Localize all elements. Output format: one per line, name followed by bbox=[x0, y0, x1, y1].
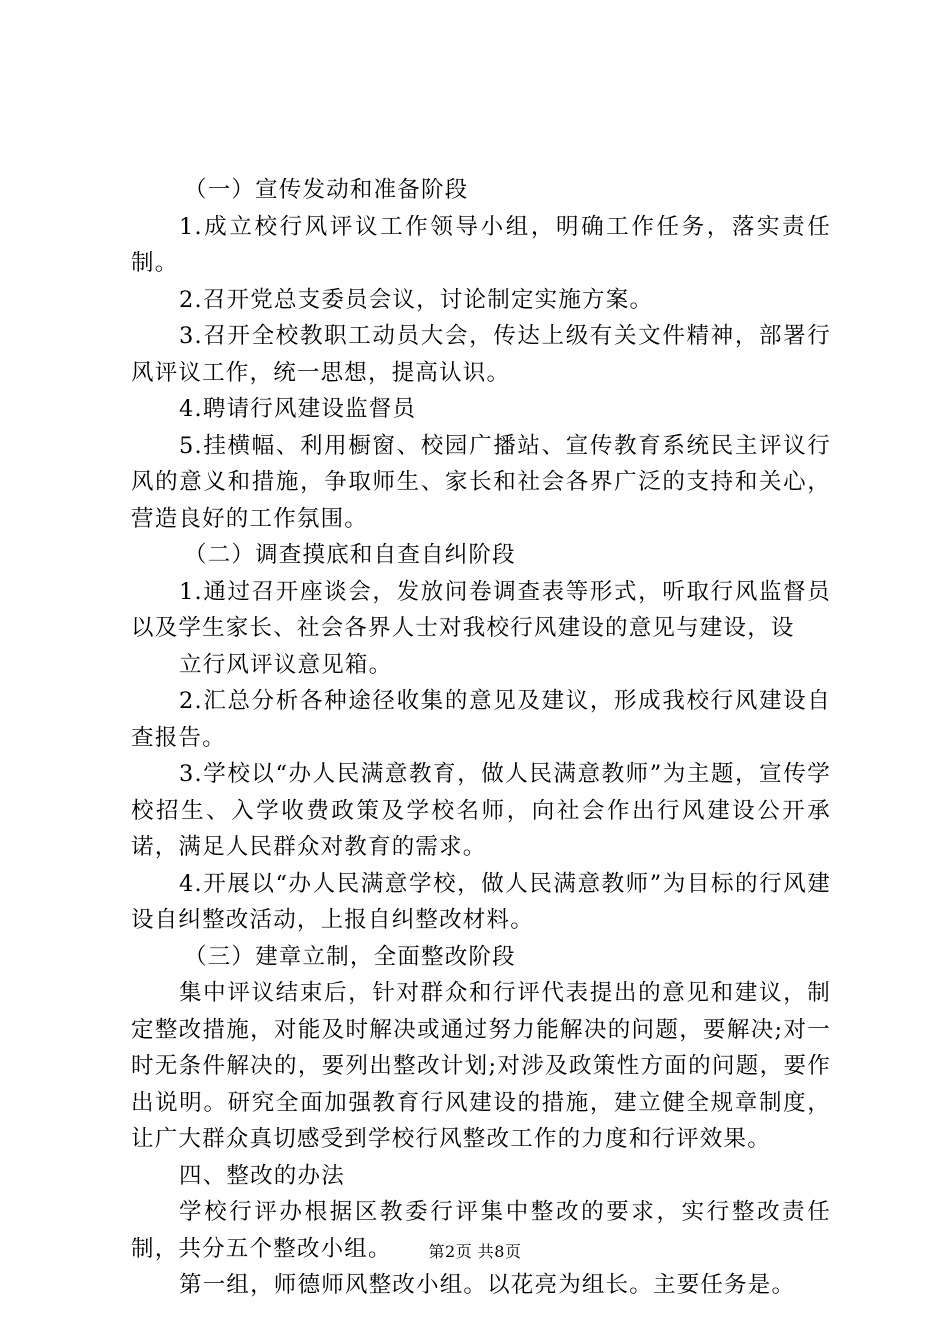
paragraph: 4.开展以“办人民满意学校，做人民满意教师”为目标的行风建设自纠整改活动，上报自纠整改材料。 bbox=[131, 870, 831, 933]
paragraph: 2.召开党总支委员会议，讨论制定实施方案。 bbox=[179, 286, 654, 313]
section-heading: 四、整改的办法 bbox=[179, 1162, 345, 1189]
page-number: 第2页 共8页 bbox=[428, 1242, 522, 1261]
section-heading: （三）建章立制，全面整改阶段 bbox=[184, 943, 516, 970]
paragraph: 4.聘请行风建设监督员 bbox=[179, 396, 417, 422]
paragraph: 1.成立校行风评议工作领导小组，明确工作任务，落实责任制。 bbox=[131, 213, 831, 276]
paragraph: 2.汇总分析各种途径收集的意见及建议，形成我校行风建设自查报告。 bbox=[131, 688, 831, 751]
paragraph: 第一组，师德师风整改小组。以花亮为组长。主要任务是。 bbox=[179, 1272, 796, 1298]
paragraph: 3.学校以“办人民满意教育，做人民满意教师”为主题，宣传学校招生、入学收费政策及学校名师，向社会作出行风建设公开承诺，满足人民群众对教育的需求。 bbox=[131, 761, 831, 860]
section-heading: （一）宣传发动和准备阶段 bbox=[184, 177, 469, 203]
paragraph: 5.挂横幅、利用橱窗、校园广播站、宣传教育系统民主评议行风的意义和措施，争取师生、家长和社会各界广泛的支持和关心，营造良好的工作氛围。 bbox=[131, 432, 831, 532]
paragraph-continuation: 立行风评议意见箱。 bbox=[179, 651, 393, 678]
paragraph: 集中评议结束后，针对群众和行评代表提出的意见和建议，制定整改措施，对能及时解决或通过努力能解决的问题，要解决;对一时无条件解决的，要列出整改计划;对涉及政策性方面的问题，要作出说明。研究全面加强教育行风建设的措施，建立健全规章制度，让广大群众真切感受到学校行风整改工作的力度和行评效果。 bbox=[131, 980, 831, 1152]
section-heading: （二）调查摸底和自查自纠阶段 bbox=[184, 542, 516, 568]
document-body bbox=[131, 172, 831, 1304]
paragraph: 3.召开全校教职工动员大会，传达上级有关文件精神，部署行风评议工作，统一思想，提高认识。 bbox=[131, 323, 831, 386]
paragraph: 学校行评办根据区教委行评集中整改的要求，实行整改责任制，共分五个整改小组。 bbox=[131, 1199, 831, 1262]
paragraph: 1.通过召开座谈会，发放问卷调查表等形式，听取行风监督员以及学生家长、社会各界人士对我校行风建设的意见与建设，设 bbox=[131, 578, 831, 641]
page-footer bbox=[0, 1242, 950, 1262]
